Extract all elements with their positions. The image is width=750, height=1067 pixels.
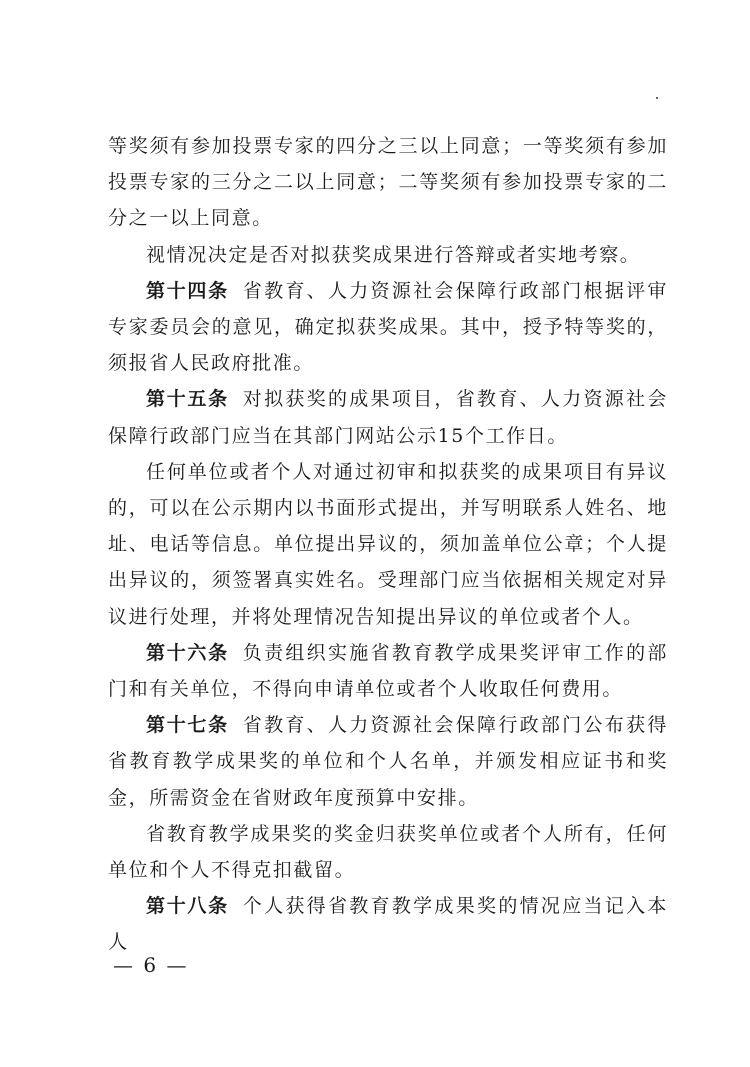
paragraph-text: 省教育、人力资源社会保障行政部门公布获得省教育教学成果奖的单位和个人名单，并颁发相应证书和奖金，所需资金在省财政年度预算中安排。 [108,714,668,809]
article-14 [108,273,668,382]
paragraph-2 [108,237,668,273]
paragraph-text: 省教育教学成果奖的奖金归获奖单位或者个人所有，任何单位和个人不得克扣截留。 [108,822,668,882]
paragraph-text: 对拟获奖的成果项目，省教育、人力资源社会保障行政部门应当在其部门网站公示15个工作日。 [108,388,668,447]
page-number: — 6 — [113,953,189,977]
paragraph-text: 负责组织实施省教育教学成果奖评审工作的部门和有关单位，不得向申请单位或者个人收取任何费用。 [108,641,668,701]
paragraph-text: 等奖须有参加投票专家的四分之三以上同意；一等奖须有参加投票专家的三分之二以上同意；二等奖须有参加投票专家的二分之一以上同意。 [108,135,668,230]
document-body [108,128,668,961]
paragraph-text: 任何单位或者个人对通过初审和拟获奖的成果项目有异议的，可以在公示期内以书面形式提出，并写明联系人姓名、地址、电话等信息。单位提出异议的，须加盖单位公章；个人提出异议的，须签署真实姓名。受理部门应当依据相关规定对异议进行处理，并将处理情况告知提出异议的单位或者个人。 [108,460,668,628]
paragraph-text: 视情况决定是否对拟获奖成果进行答辩或者实地考察。 [146,243,641,266]
article-number: 第十四条 [146,279,229,302]
article-number: 第十六条 [146,641,229,664]
paragraph-1 [108,128,668,237]
article-number: 第十八条 [146,895,229,918]
article-18 [108,888,668,960]
paragraph-prize-money [108,816,668,888]
scan-speck [656,97,658,99]
article-number: 第十五条 [146,388,229,411]
paragraph-text: 省教育、人力资源社会保障行政部门根据评审专家委员会的意见，确定拟获奖成果。其中，授予特等奖的，须报省人民政府批准。 [108,279,668,375]
article-15 [108,381,668,453]
article-16 [108,635,668,707]
article-17 [108,707,668,816]
article-number: 第十七条 [146,714,229,737]
paragraph-objection [108,454,668,635]
paragraph-text: 个人获得省教育教学成果奖的情况应当记入本人 [108,895,668,954]
